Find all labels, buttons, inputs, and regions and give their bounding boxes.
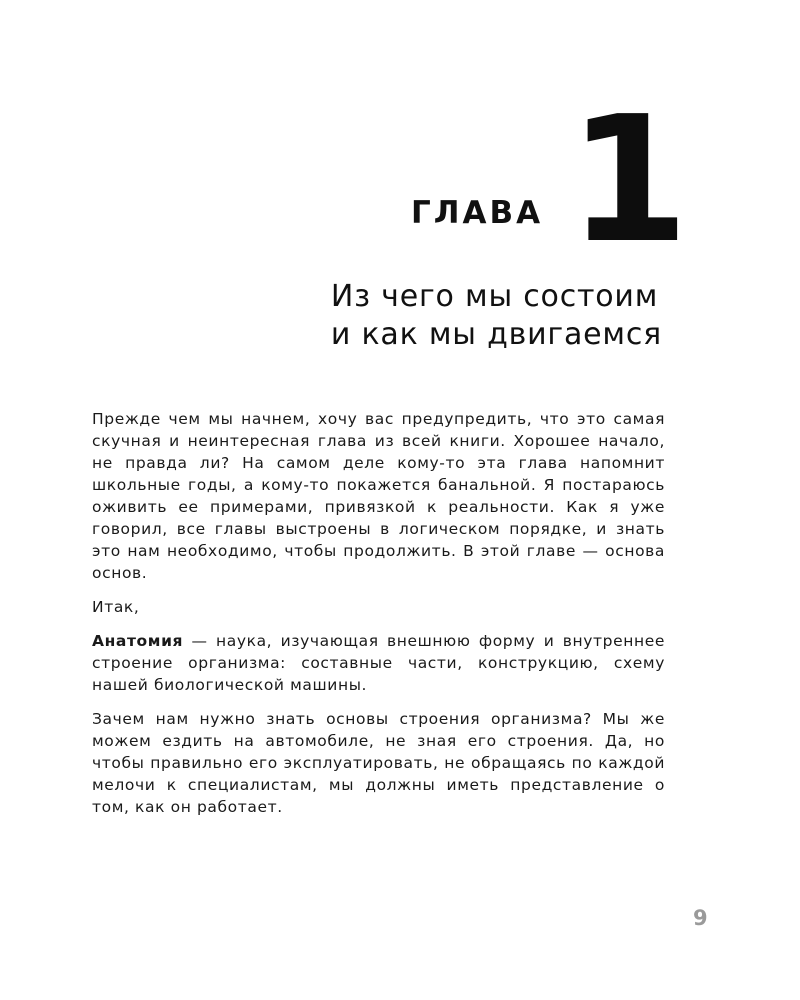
paragraph-anatomy-definition xyxy=(92,630,665,696)
term-anatomy: Анатомия xyxy=(92,632,184,650)
page-number: 9 xyxy=(693,906,708,930)
anatomy-definition-text: — наука, изучающая внешнюю форму и внутреннее строение организма: составные части, конструкцию, схему нашей биологической машины. xyxy=(92,632,665,694)
chapter-title-line-1: Из чего мы состоим xyxy=(330,279,659,314)
chapter-title xyxy=(331,278,662,354)
paragraph-why-anatomy: Зачем нам нужно знать основы строения организма? Мы же можем ездить на автомобиле, не зная его строения. Да, но чтобы правильно его эксплуатировать, не обращаясь по каждой мелочи к специалистам, мы должны иметь представление о том, как он работает. xyxy=(92,710,665,816)
chapter-label: ГЛАВА xyxy=(411,195,544,231)
body-text xyxy=(92,408,665,830)
paragraph-itak: Итак, xyxy=(92,598,140,616)
chapter-number: 1 xyxy=(568,79,690,282)
chapter-title-line-2: и как мы двигаемся xyxy=(330,317,662,352)
paragraph-intro: Прежде чем мы начнем, хочу вас предупредить, что это самая скучная и неинтересная глава из всей книги. Хорошее начало, не правда ли? На самом деле кому-то эта глава напомнит школьные годы, а кому-то покажется банальной. Я постараюсь оживить ее примерами, привязкой к реальности. Как я уже говорил, все главы выстроены в логическом порядке, и знать это нам необходимо, чтобы продолжить. В этой главе — основа основ. xyxy=(92,410,665,582)
